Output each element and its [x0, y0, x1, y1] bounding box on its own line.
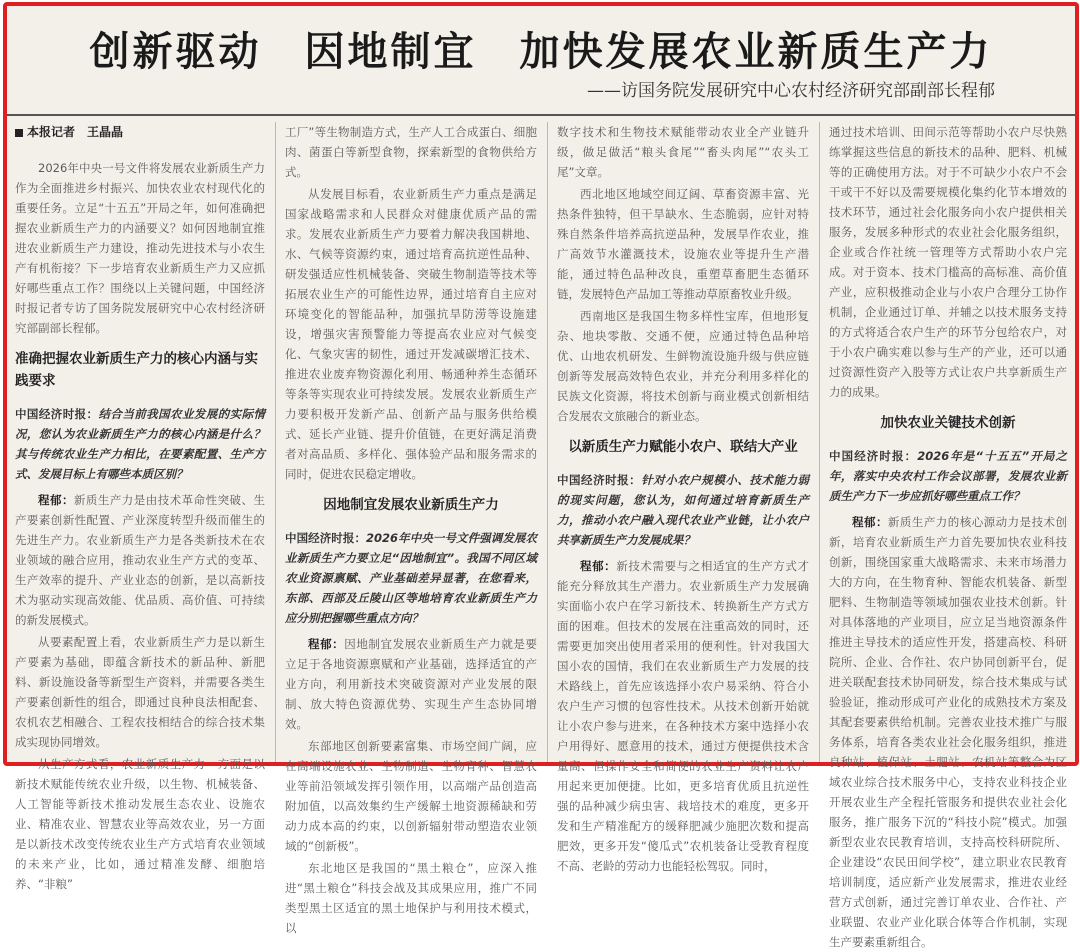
paragraph: 东部地区创新要素富集、市场空间广阔，应在高端设施农业、生物制造、生物育种、智慧农业等前沿领域发挥引领作用，以高端产品创造高附加值，以高效集约生产缓解土地资源稀缺和劳动力成本高的约束，以创新辐射带动塑造农业领域的“创新极”。 [285, 739, 537, 853]
paragraph: 工厂”等生物制造方式，生产人工合成蛋白、细胞肉、菌蛋白等新型食物，探索新型的食物供给方式。 [285, 125, 537, 179]
paragraph: 2026年中央一号文件将发展农业新质生产力作为全面推进乡村振兴、加快农业农村现代化的重要任务。立足“十五五”开局之年，如何准确把握农业新质生产力的内涵要义？如何因地制宜推进农业新质生产力建设，推动先进技术与小农生产有机衔接？下一步培育农业新质生产力又应抓好哪些重点工作？围绕以上关键问题，中国经济时报记者专访了国务院发展研究中心农村经济研究部副部长程郁。 [15, 161, 265, 335]
byline: 本报记者 王晶晶 [15, 122, 265, 142]
answer-text: 新质生产力的核心源动力是技术创新，培育农业新质生产力首先要加快农业科技创新，围绕国家重大战略需求、未来市场潜力大的方向，在生物育种、智能农机装备、新型肥料、生物制造等领域加强农业技术创新。针对具体落地的产业项目，应立足当地资源条件推进主导技术的适应性开发，搭建高校、科研院所、企业、合作社、农户协同创新平台，促进关联配套技术协同研发，综合技术集成与试验验证，推动形成可产业化的成熟技术方案及其配套要素供给机制。完善农业技术推广与服务体系，培育各类农业社会化服务组织，推进良种站、植保站、土肥站、农机站等整合为区域农业综合技术服务中心，支持农业科技企业开展农业生产全程托管服务和提供农业社会化服务，推广服务下沉的“科技小院”模式。加强新型农业农民教育培训，支持高校科研院所、企业建设“农民田间学校”，建立职业农民教育培训制度，适应新产业发展需求，推进农业经营方式创新，通过完善订单农业、合作社、产业联盟、农业产业化联合体等合作机制，实现生产要素重新组合。 [829, 515, 1068, 949]
answer [829, 512, 1067, 952]
answer-text: 新质生产力是由技术革命性突破、生产要素创新性配置、产业深度转型升级而催生的先进生产力。农业新质生产力是各类新技术在农业领域的融合应用，推动农业生产方式的变革、生产效率的提升、产业业态的创新，是以高新技术为驱动实现高效能、优品质、高价值、可持续的新发展模式。 [15, 493, 266, 627]
paragraph: 数字技术和生物技术赋能带动农业全产业链升级，做足做活“粮头食尾”“畜头肉尾”“农头工尾”文章。 [557, 125, 809, 179]
question [557, 470, 809, 550]
question-text: 结合当前我国农业发展的实际情况，您认为农业新质生产力的核心内涵是什么？其与传统农业生产力相比，在要素配置、生产方式、发展目标上有哪些本质区别？ [15, 407, 266, 481]
question-speaker: 中国经济时报： [285, 531, 367, 545]
question [829, 446, 1067, 506]
question-text: 针对小农户规模小、技术能力弱的现实问题，您认为，如何通过培育新质生产力，推动小农户融入现代农业产业链，让小农户共享新质生产力发展成果？ [557, 473, 810, 547]
question-text: 2026年是“十五五”开局之年，落实中央农村工作会议部署，发展农业新质生产力下一步应抓好哪些重点工作？ [829, 449, 1068, 503]
paragraph: 东北地区是我国的“黑土粮仓”，应深入推进“黑土粮仓”科技会战及其成果应用，推广不同类型黑土区适宜的黑土地保护与利用技术模式，以 [285, 861, 537, 935]
answer-speaker: 程郁： [308, 637, 345, 651]
section-heading: 加快农业关键技术创新 [880, 415, 1016, 431]
article-columns [7, 122, 1075, 949]
question [285, 528, 537, 628]
column-divider [275, 122, 276, 762]
paragraph: 从生产方式看，农业新质生产力一方面是以新技术赋能传统农业升级，以生物、机械装备、人工智能等新技术推动发展生态农业、设施农业、精准农业、智慧农业等高效农业，另一方面是以新技术改变传统农业生产方式培育农业领域的未来产业，比如，通过精准发酵、细胞培养、“非粮” [15, 757, 265, 891]
section-heading: 以新质生产力赋能小农户、联结大产业 [568, 439, 798, 455]
answer-text: 新技术需要与之相适宜的生产方式才能充分释放其生产潜力。农业新质生产力发展确实面临小农户在学习新技术、转换新生产方式方面的困难。但技术的发展在注重高效的同时，还需要更加突出使用者采用的便利性。针对我国大国小农的国情，我们在农业新质生产力发展的技术路线上，首先应该选择小农户易采纳、符合小农户生产习惯的包容性技术。从技术创新开始就让小农户参与进来，在各种技术方案中选择小农户用得好、愿意用的技术，通过方便提供技术含量高、但操作安全和简便的农业生产资料让农户用起来更加便捷。比如，更多培育优质且抗逆性强的品种减少病虫害、栽培技术的难度，更多开发和生产精准配方的缓释肥减少施肥次数和提高肥效，更多开发“傻瓜式”农机装备让受教育程度不高、老龄的劳动力也能轻松驾驭。同时， [557, 559, 809, 873]
answer [15, 490, 265, 630]
column-divider [819, 122, 820, 762]
answer-speaker: 程郁： [580, 559, 617, 573]
question [15, 404, 265, 484]
subheadline: ——访国务院发展研究中心农村经济研究部副部长程郁 [587, 81, 995, 101]
question-speaker: 中国经济时报： [829, 449, 918, 463]
question-speaker: 中国经济时报： [15, 407, 99, 421]
paragraph: 西北地区地域空间辽阔、草畜资源丰富、光热条件独特，但干旱缺水、生态脆弱，应针对特殊自然条件培养高抗逆品种，发展旱作农业，推广高效节水灌溉技术，设施农业等提升生产潜能，通过特色品种改良，重塑草畜肥生态循环链，发展特色产品加工等推动草原畜牧业升级。 [557, 187, 809, 301]
answer [285, 634, 537, 734]
header-rule [7, 114, 1075, 116]
column-1 [15, 122, 266, 891]
section-heading: 因地制宜发展农业新质生产力 [323, 497, 499, 513]
answer-speaker: 程郁： [38, 493, 74, 507]
answer-text: 因地制宜发展农业新质生产力就是要立足于各地资源禀赋和产业基础，选择适宜的产业方向，利用新技术突破资源对产业发展的限制、放大特色资源优势、实现生产生态协同增效。 [285, 637, 537, 731]
column-2 [285, 122, 537, 935]
paragraph: 西南地区是我国生物多样性宝库，但地形复杂、地块零散、交通不便，应通过特色品种培优、山地农机研发、生鲜物流设施升级与供应链创新等发展高效特色农业，并充分利用多样化的民族文化资源，将技术创新与商业模式创新相结合发展农文旅融合的新业态。 [557, 309, 809, 423]
question-text: 2026年中央一号文件强调发展农业新质生产力要立足“因地制宜”。我国不同区域农业资源禀赋、产业基础差异显著，在您看来，东部、西部及丘陵山区等地培育农业新质生产力应分别把握哪些重点方向？ [285, 531, 537, 625]
answer [557, 556, 809, 876]
paragraph: 通过技术培训、田间示范等帮助小农户尽快熟练掌握这些信息的新技术的品种、肥料、机械等的正确使用方法。对于不可缺少小农户不会干或干不好以及需要规模化集约化节本增效的技术环节，通过社会化服务向小农户提供相关服务，发展多种形式的农业社会化服务组织，企业或合作社统一管理等方式帮助小农户完成。对于资本、技术门槛高的高标准、高价值产业，应积极推动企业与小农户合理分工协作机制，企业通过订单、并辅之以技术服务支持的方式将适合农户生产的环节分包给农户，对于小农户确实难以参与生产的产业，还可以通过资源性资产入股等方式让农户共享新质生产力的成果。 [829, 125, 1067, 399]
answer-speaker: 程郁： [852, 515, 888, 529]
paragraph: 从发展目标看，农业新质生产力重点是满足国家战略需求和人民群众对健康优质产品的需求。发展农业新质生产力要着力解决我国耕地、水、气候等资源约束，通过培育高抗逆性品种、研发强适应性机械装备、突破生物制造等技术等拓展农业生产的可能性边界，通过培育自主应对环境变化的智能品种，加强抗旱防涝等设施建设，增强灾害预警能力等提高农业应对气候变化、气象灾害的韧性，通过开发减碳增汇技术、推进农业废弃物资源化利用、畅通种养生态循环等条等实现农业可持续发展。发展农业新质生产力要积极开发新产品、创新产品与服务供给模式、延长产业链、提升价值链，在更好满足消费者对高品质、多样化、强体验产品和服务需求的同时，促进农民稳定增收。 [285, 187, 537, 481]
column-divider [547, 122, 548, 762]
column-3 [557, 122, 810, 873]
article-frame [3, 2, 1079, 949]
column-4 [829, 122, 1068, 949]
headline: 创新驱动 因地制宜 加快发展农业新质生产力 [89, 28, 993, 75]
section-heading: 准确把握农业新质生产力的核心内涵与实践要求 [15, 351, 258, 389]
paragraph: 从要素配置上看，农业新质生产力是以新生产要素为基础，即蕴含新技术的新品种、新肥料、新设施设备等新型生产资料，并需要各类生产要素创新性的组合，即通过良种良法相配套、农机农艺相融合、工程农技相结合的综合技术集成实现协同增效。 [15, 635, 265, 749]
question-speaker: 中国经济时报： [557, 473, 642, 487]
